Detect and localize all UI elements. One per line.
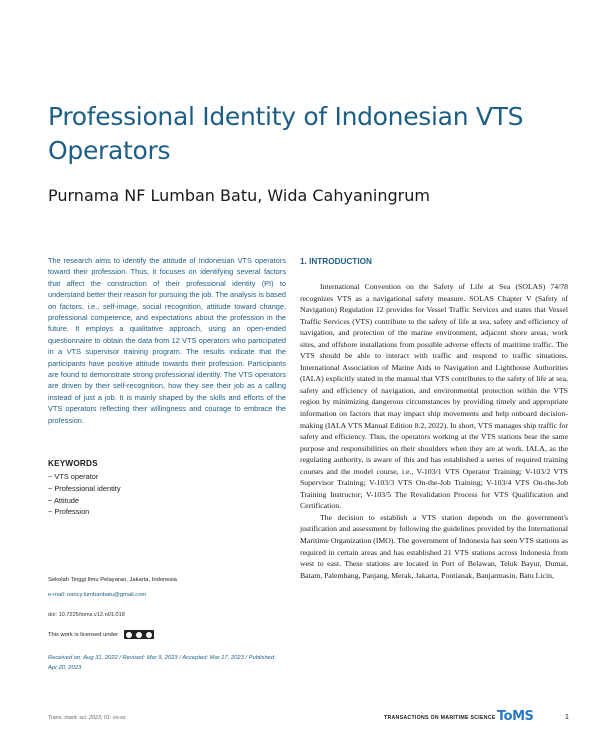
email-link[interactable]: e-mail: nancy.lumbanbatu@gmail.com — [48, 592, 147, 598]
keywords-heading: KEYWORDS — [48, 459, 98, 468]
keyword-item: ~ Profession — [48, 506, 121, 518]
keywords-list — [48, 471, 121, 518]
footer-citation: Trans. marit. sci. 2023; 01: xx-xx — [48, 715, 126, 721]
page-number: 1 — [565, 714, 569, 721]
footer-journal-name: TRANSACTIONS ON MARITIME SCIENCE — [384, 715, 496, 721]
abstract: The research aims to identify the attitude of Indonesian VTS operators toward their profession. Thus, it focuses on identifying several factors that affect the construction of their professional identity (PI) to understand better their reason for pursuing the job. The analysis is based on factors, i.e., self-image, social recognition, attitude toward change, professional competence, and expectations about the profession in the future. It employs a qualitative approach, using an open-ended questionnaire to obtain the data from 12 VTS operators who participated in a VTS supervisor training program. The results indicate that the participants have positive attitude towards their profession. Participants are found to demonstrate strong professional identity. The VTS operators are driven by their self-recognition, how they see their job as a calling instead of just a job. It is mainly shaped by the skills and efforts of the VTS operators reflecting their willingness and courage to embrace the profession. — [48, 256, 286, 425]
journal-logo: ToMS — [497, 709, 534, 724]
cc-license-icon[interactable] — [124, 630, 154, 639]
license-text: This work is licensed under — [48, 631, 118, 638]
section-heading: 1. INTRODUCTION — [300, 257, 372, 266]
publication-dates: Received on: Aug 31, 2022 / Revised: Mar 9, 2023 / Accepted: Mar 17, 2023 / Published: Apr 20, 2023 — [48, 655, 276, 671]
license-row — [48, 630, 154, 639]
paragraph: International Convention on the Safety of Life at Sea (SOLAS) 74/78 recognizes VTS as a navigational safety measure. SOLAS Chapter V (Safety of Navigation) Regulation 12 provides for Vessel Traffic Services and states that Vessel Traffic Services (VTS) contribute to the safety of life at sea, safety and efficiency of navigation, and protection of the marine environment, adjacent shore areas, work sites, and offshore installations from possible adverse effects of maritime traffic. The VTS should be able to interact with traffic and respond to traffic situations. International Association of Marine Aids to Navigation and Lighthouse Authorities (IALA) explicitly stated in the manual that VTS contributes to the safety of life at sea, safety and efficiency of navigation, and environmental protection within the VTS region by minimizing dangerous circumstances by providing timely and appropriate information on factors that may impact ship movements and help onboard decision-making (IALA VTS Manual Edition 8.2, 2022). In short, VTS manages ship traffic for safety and efficiency. Thus, the operators working at the VTS stations bear the same purpose and responsibilities on their shoulders when they are at work. IALA, as the regulating authority, is aware of this and has established a series of required training courses and the model course, i.e., V-103/1 VTS Operator Training; V-103/2 VTS Supervisor Training; V-103/3 VTS On-the-Job Training; V-103/4 VTS On-the-Job Training Instructor; V-103/5 The Revalidation Process for VTS Qualification and Certification. — [300, 282, 568, 511]
doi-link[interactable]: doi: 10.7225/toms.v12.n01.018 — [48, 612, 125, 618]
affiliation: Sekolah Tinggi Ilmu Pelayaran, Jakarta, Indonesia — [48, 577, 177, 583]
paper-title: Professional Identity of Indonesian VTS Operators — [48, 102, 524, 165]
introduction-body — [300, 281, 568, 581]
paragraph: The decision to establish a VTS station depends on the government's justification and assessment by following the guidelines provided by the International Maritime Organization (IMO). The government of Indonesia has seen VTS stations as required in certain areas and has established 21 VTS stations across Indonesia from west to east. These stations are located in Port of Belawan, Teluk Bayur, Dumai, Batam, Palembang, Panjang, Merak, Jakarta, Pontianak, Banjarmasin, Batu Licin, — [300, 512, 568, 580]
keyword-item: ~ VTS operator — [48, 471, 121, 483]
keyword-item: ~ Attitude — [48, 495, 121, 507]
keyword-item: ~ Professional identity — [48, 483, 121, 495]
authors: Purnama NF Lumban Batu, Wida Cahyaningrum — [48, 186, 430, 205]
